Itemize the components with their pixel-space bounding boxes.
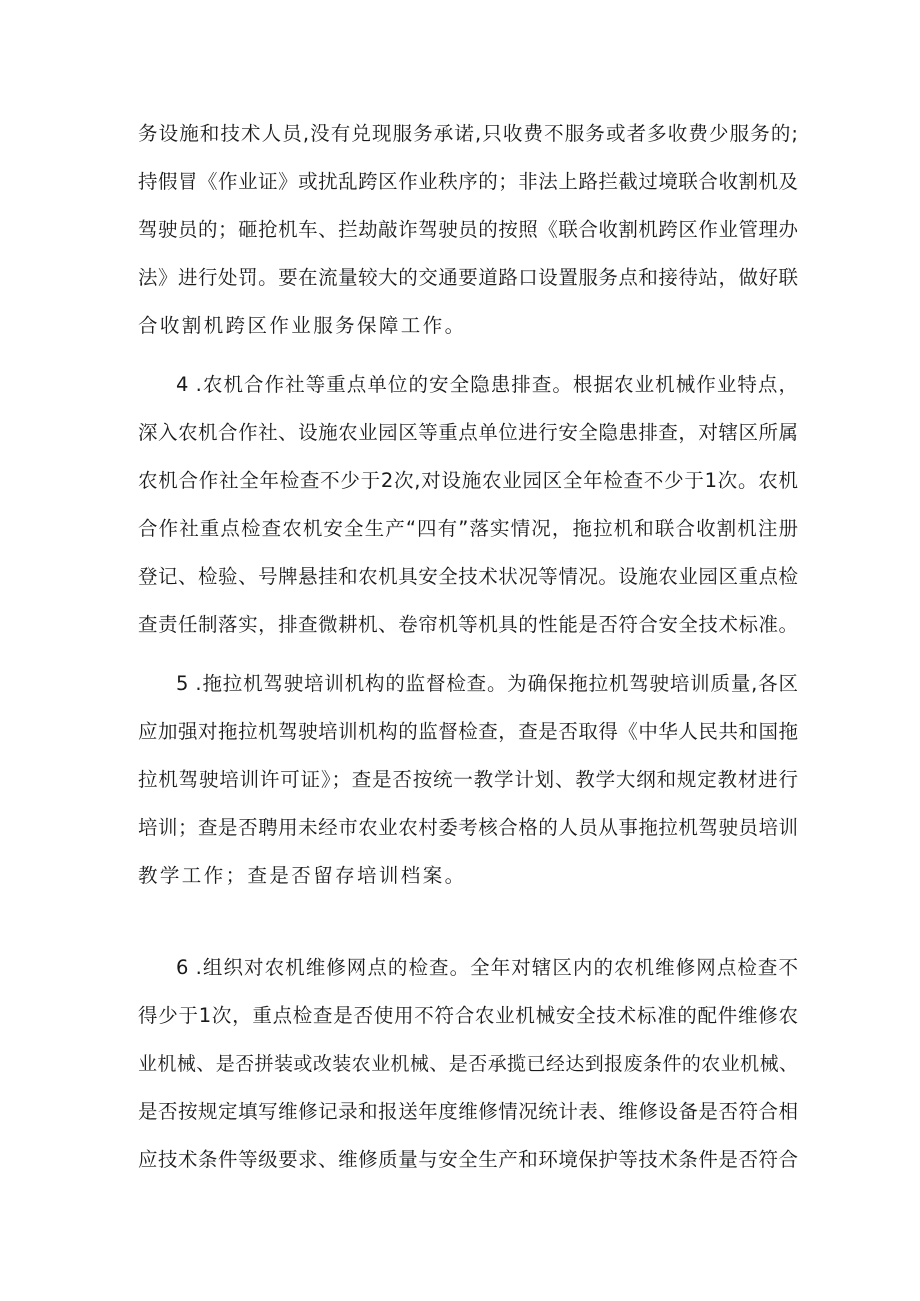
text-line: 农机合作社全年检查不少于2次,对设施农业园区全年检查不少于1次。农机 bbox=[138, 469, 798, 492]
text-line: 是否按规定填写维修记录和报送年度维修情况统计表、维修设备是否符合相 bbox=[138, 1100, 798, 1123]
text-line: 驾驶员的；砸抢机车、拦劫敲诈驾驶员的按照《联合收割机跨区作业管理办 bbox=[138, 218, 798, 241]
text-line: 教学工作；查是否留存培训档案。 bbox=[138, 864, 467, 887]
text-line: 拉机驾驶培训许可证》；查是否按统一教学计划、教学大纲和规定教材进行 bbox=[138, 768, 798, 791]
text-line: 应技术条件等级要求、维修质量与安全生产和环境保护等技术条件是否符合 bbox=[138, 1148, 798, 1171]
text-line: 查责任制落实，排查微耕机、卷帘机等机具的性能是否符合安全技术标准。 bbox=[138, 613, 798, 636]
text-line: 法》进行处罚。要在流量较大的交通要道路口设置服务点和接待站，做好联 bbox=[138, 266, 798, 289]
text-line: 培训；查是否聘用未经市农业农村委考核合格的人员从事拖拉机驾驶员培训 bbox=[138, 816, 798, 839]
text-line: 4 .农机合作社等重点单位的安全隐患排查。根据农业机械作业特点， bbox=[176, 373, 798, 396]
text-line: 5 .拖拉机驾驶培训机构的监督检查。为确保拖拉机驾驶培训质量,各区 bbox=[176, 672, 798, 695]
text-line: 登记、检验、号牌悬挂和农机具安全技术状况等情况。设施农业园区重点检 bbox=[138, 565, 798, 588]
text-line: 应加强对拖拉机驾驶培训机构的监督检查，查是否取得《中华人民共和国拖 bbox=[138, 720, 798, 743]
text-line: 合收割机跨区作业服务保障工作。 bbox=[138, 314, 467, 337]
text-line: 持假冒《作业证》或扰乱跨区作业秩序的；非法上路拦截过境联合收割机及 bbox=[138, 170, 798, 193]
text-line: 得少于1次，重点检查是否使用不符合农业机械安全技术标准的配件维修农 bbox=[138, 1004, 798, 1027]
text-line: 合作社重点检查农机安全生产“四有”落实情况，拖拉机和联合收割机注册 bbox=[138, 517, 798, 540]
text-line: 业机械、是否拼装或改装农业机械、是否承揽已经达到报废条件的农业机械、 bbox=[138, 1053, 798, 1075]
text-line: 深入农机合作社、设施农业园区等重点单位进行安全隐患排查，对辖区所属 bbox=[138, 421, 798, 444]
text-line: 6 .组织对农机维修网点的检查。全年对辖区内的农机维修网点检查不 bbox=[176, 956, 798, 979]
text-line: 务设施和技术人员,没有兑现服务承诺,只收费不服务或者多收费少服务的; bbox=[138, 122, 798, 145]
